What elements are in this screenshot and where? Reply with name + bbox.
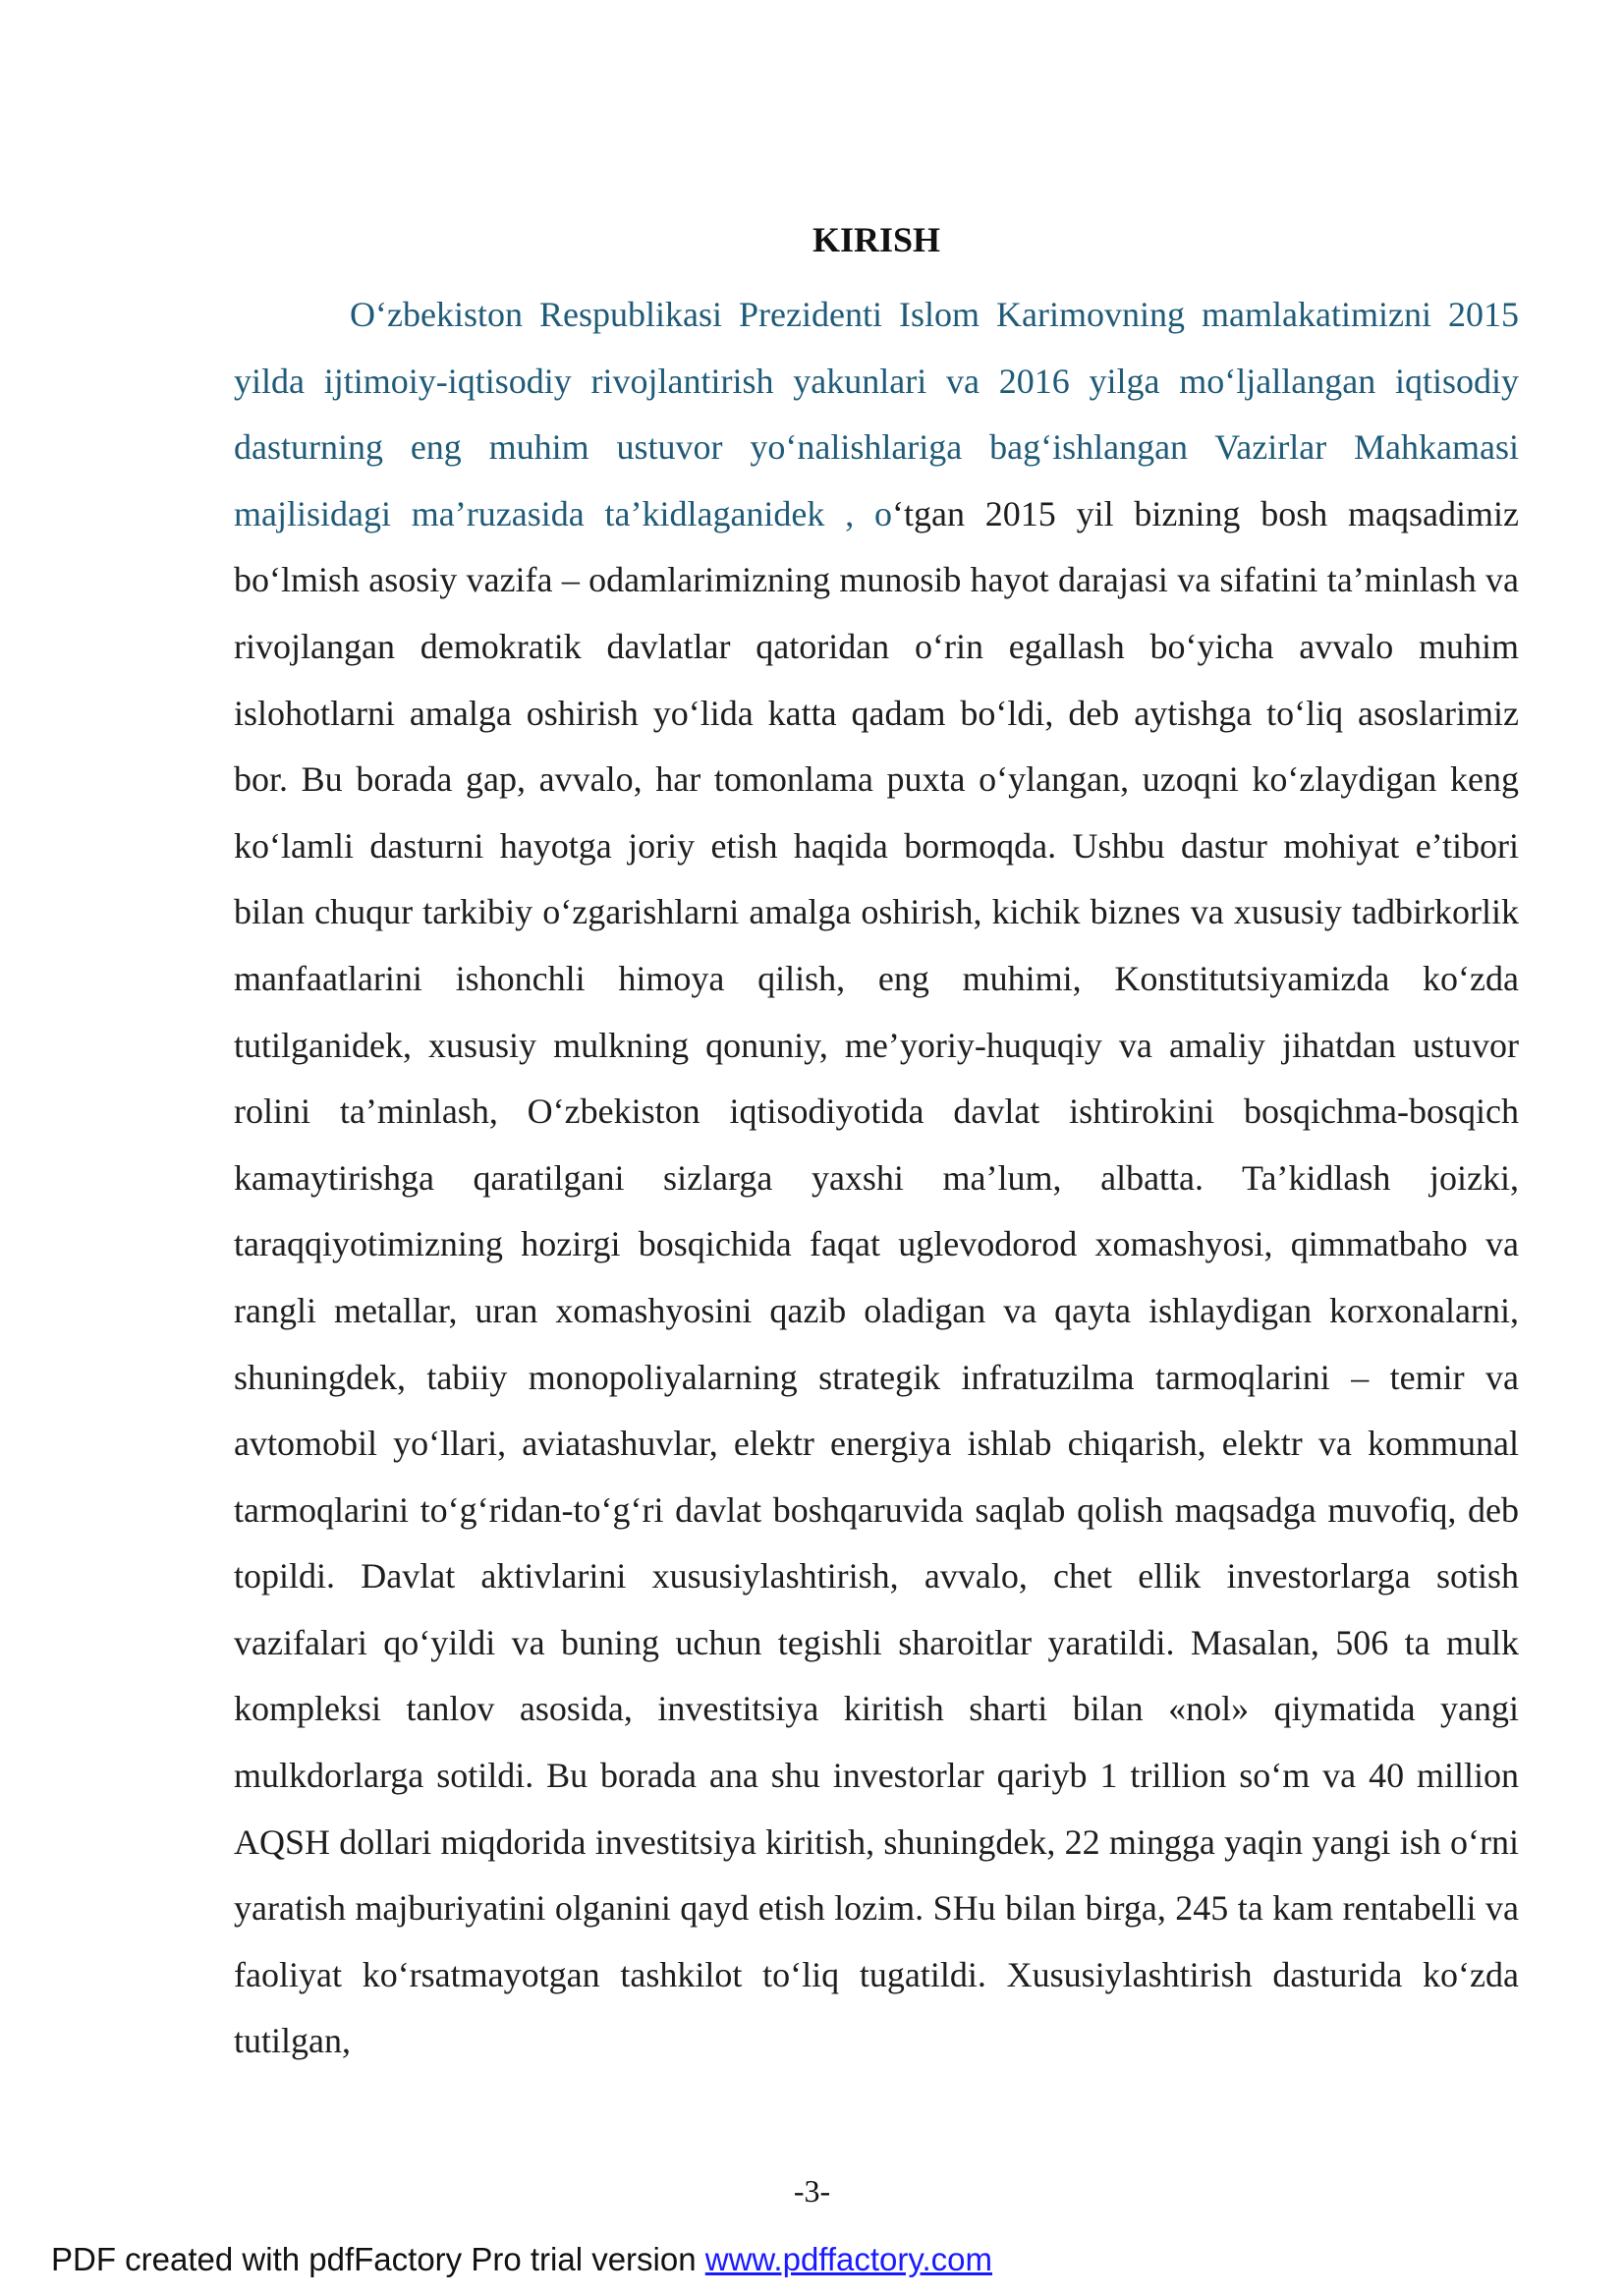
page-number: -3- — [793, 2173, 831, 2209]
paragraph — [234, 282, 1519, 2075]
body-text — [234, 282, 1519, 2075]
footer-link[interactable]: www.pdffactory.com — [704, 2241, 992, 2277]
paragraph-text: ‘tgan 2015 yil bizning bosh maqsadimiz bo‘lmish asosiy vazifa – odamlarimizning munosib hayot darajasi va sifatini ta’minlash va rivojlangan demokratik davlatlar qatoridan o‘rin egallash bo‘yicha avvalo muhim islohotlarni amalga oshirish yo‘lida katta qadam bo‘ldi, deb aytishga to‘liq asoslarimiz bor. Bu borada gap, avvalo, har tomonlama puxta o‘ylangan, uzoqni ko‘zlaydigan keng ko‘lamli dasturni hayotga joriy etish haqida bormoqda. Ushbu dastur mohiyat e’tibori bilan chuqur tarkibiy o‘zgarishlarni amalga oshirish, kichik biznes va xususiy tadbirkorlik manfaatlarini ishonchli himoya qilish, eng muhimi, Konstitutsiyamizda ko‘zda tutilganidek, xususiy mulkning qonuniy, me’yoriy-huquqiy va amaliy jihatdan ustuvor rolini ta’minlash, O‘zbekiston iqtisodiyotida davlat ishtirokini bosqichma-bosqich kamaytirishga qaratilgani sizlarga yaxshi ma’lum, albatta. Ta’kidlash joizki, taraqqiyotimizning hozirgi bosqichida faqat uglevodorod xomashyosi, qimmatbaho va rangli metallar, uran xomashyosini qazib oladigan va qayta ishlaydigan korxonalarni, shuningdek, tabiiy monopoliyalarning strategik infratuzilma tarmoqlarini – temir va avtomobil yo‘llari, aviatashuvlar, elektr energiya ishlab chiqarish, elektr va kommunal tarmoqlarini to‘g‘ridan-to‘g‘ri davlat boshqaruvida saqlab qolish maqsadga muvofiq, deb topildi. Davlat aktivlarini xususiylashtirish, avvalo, chet ellik investorlarga sotish vazifalari qo‘yildi va buning uchun tegishli sharoitlar yaratildi. Masalan, 506 ta mulk kompleksi tanlov asosida, investitsiya kiritish sharti bilan «nol» qiymatida yangi mulkdorlarga sotildi. Bu borada ana shu investorlar qariyb 1 trillion so‘m va 40 million AQSH dollari miqdorida investitsiya kiritish, shuningdek, 22 mingga yaqin yangi ish o‘rni yaratish majburiyatini olganini qayd etish lozim. SHu bilan birga, 245 ta kam rentabelli va faoliyat ko‘rsatmayotgan tashkilot to‘liq tugatildi. Xususiylashtirish dasturida ko‘zda tutilgan, — [234, 493, 1519, 2061]
footer-text: PDF created with pdfFactory Pro trial version — [51, 2241, 705, 2277]
pdf-watermark-footer — [51, 2241, 992, 2278]
highlighted-quote: O‘zbekiston Respublikasi Prezidenti Islom Karimovning mamlakatimizni 2015 yilda ijtimoiy-iqtisodiy rivojlantirish yakunlari va 2016 yilga mo‘ljallangan iqtisodiy dasturning eng muhim ustuvor yo‘nalishlariga bag‘ishlangan Vazirlar Mahkamasi majlisidagi ma’ruzasida ta’kidlaganidek , o — [234, 295, 1519, 533]
page-title: KIRISH — [812, 220, 941, 259]
